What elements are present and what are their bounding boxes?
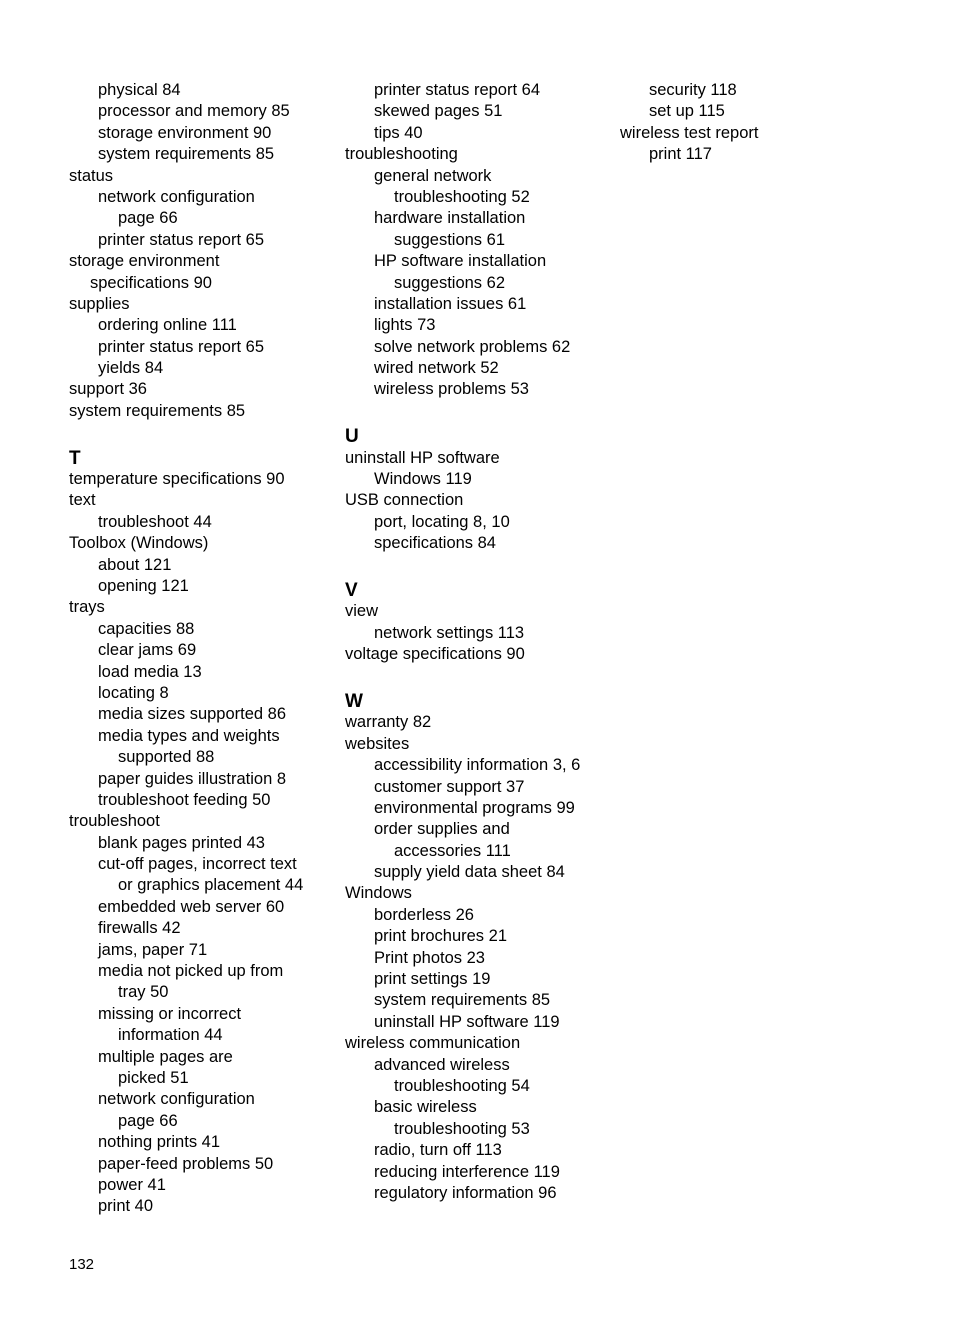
index-subentry: network configuration <box>98 187 255 206</box>
index-subentry: uninstall HP software 119 <box>374 1012 560 1031</box>
index-subentry: regulatory information 96 <box>374 1183 557 1202</box>
index-entry: supplies <box>69 294 130 313</box>
index-subentry: media sizes supported 86 <box>98 705 287 724</box>
index-subentry: reducing interference 119 <box>374 1162 560 1181</box>
index-entry: Toolbox (Windows) <box>69 534 209 553</box>
index-entry: wireless test report <box>620 123 759 142</box>
index-entry: support 36 <box>69 380 147 399</box>
index-subentry: troubleshooting 52 <box>394 187 530 206</box>
index-entry: text <box>69 491 96 510</box>
index-subentry: nothing prints 41 <box>98 1133 221 1152</box>
index-subentry: multiple pages are <box>98 1047 233 1066</box>
index-subentry: wired network 52 <box>374 359 499 378</box>
index-subentry: picked 51 <box>118 1068 189 1087</box>
index-subentry: network configuration <box>98 1090 255 1109</box>
index-subentry: firewalls 42 <box>98 919 181 938</box>
index-subentry: tips 40 <box>374 123 423 142</box>
index-entry: USB connection <box>345 491 464 510</box>
index-subentry: hardware installation <box>374 209 526 228</box>
index-subentry: printer status report 64 <box>374 81 540 99</box>
index-subentry: information 44 <box>118 1026 223 1045</box>
index-subentry: printer status report 65 <box>98 230 264 249</box>
index-subentry: troubleshooting 53 <box>394 1119 530 1138</box>
index-subentry: specifications 84 <box>374 534 496 553</box>
index-subentry: HP software installation <box>374 252 547 271</box>
index-subentry: advanced wireless <box>374 1055 510 1074</box>
section-spacer <box>69 422 303 443</box>
section-spacer <box>345 555 580 576</box>
index-subentry: troubleshoot 44 <box>98 512 212 531</box>
index-subentry: about 121 <box>98 555 172 574</box>
index-subentry: page 66 <box>118 1111 178 1130</box>
index-subentry: yields 84 <box>98 359 164 378</box>
index-subentry: wireless problems 53 <box>374 380 529 399</box>
index-section-letter: V <box>345 579 358 601</box>
index-subentry: clear jams 69 <box>98 641 197 660</box>
index-column-2 <box>345 80 580 1204</box>
index-subentry: supply yield data sheet 84 <box>374 863 565 882</box>
index-column-3 <box>620 80 758 166</box>
index-subentry: installation issues 61 <box>374 294 527 313</box>
index-subentry: capacities 88 <box>98 619 195 638</box>
index-subentry: accessibility information 3, 6 <box>374 756 581 775</box>
index-entry: system requirements 85 <box>69 401 246 420</box>
index-subentry: storage environment 90 <box>98 123 272 142</box>
index-subentry: accessories 111 <box>394 841 511 860</box>
index-subentry: missing or incorrect <box>98 1004 242 1023</box>
index-subentry: power 41 <box>98 1175 166 1194</box>
index-subentry: processor and memory 85 <box>98 102 290 121</box>
index-subentry: system requirements 85 <box>374 991 551 1010</box>
index-subentry: supported 88 <box>118 748 215 767</box>
section-spacer <box>345 666 580 687</box>
index-subentry: jams, paper 71 <box>98 940 208 959</box>
index-subentry: printer status report 65 <box>98 337 264 356</box>
index-subentry: print 117 <box>649 145 712 164</box>
index-subentry: suggestions 62 <box>394 273 505 292</box>
index-subentry: basic wireless <box>374 1098 477 1117</box>
index-subentry: load media 13 <box>98 662 202 681</box>
index-subentry: set up 115 <box>649 102 725 121</box>
index-subentry: locating 8 <box>98 683 169 702</box>
index-subentry: embedded web server 60 <box>98 897 285 916</box>
index-entry: websites <box>345 734 410 753</box>
index-entry: status <box>69 166 114 185</box>
index-subentry: media not picked up from <box>98 962 284 981</box>
index-entry: uninstall HP software <box>345 448 500 467</box>
index-entry: Windows <box>345 884 412 903</box>
index-subentry: blank pages printed 43 <box>98 833 265 852</box>
index-subentry: order supplies and <box>374 820 510 839</box>
index-column-1 <box>69 80 303 1218</box>
index-subentry: or graphics placement 44 <box>118 876 304 895</box>
index-subentry: physical 84 <box>98 81 181 99</box>
index-subentry: print settings 19 <box>374 970 491 989</box>
index-subentry: paper guides illustration 8 <box>98 769 287 788</box>
index-subentry: media types and weights <box>98 726 280 745</box>
index-entry: trays <box>69 598 105 617</box>
index-entry: view <box>345 602 379 621</box>
index-subentry: security 118 <box>649 81 737 99</box>
index-subentry: Print photos 23 <box>374 948 485 967</box>
section-spacer <box>345 401 580 422</box>
index-subentry: port, locating 8, 10 <box>374 512 510 531</box>
index-subentry: paper-feed problems 50 <box>98 1154 274 1173</box>
index-entry: storage environment <box>69 252 220 271</box>
index-subentry: print brochures 21 <box>374 927 507 946</box>
index-subentry: lights 73 <box>374 316 436 335</box>
index-subentry: troubleshooting 54 <box>394 1076 530 1095</box>
index-subentry: ordering online 111 <box>98 316 237 335</box>
index-subentry: borderless 26 <box>374 905 474 924</box>
index-subentry: radio, turn off 113 <box>374 1141 502 1160</box>
index-subentry: environmental programs 99 <box>374 798 575 817</box>
index-entry: troubleshooting <box>345 145 458 164</box>
index-section-letter: T <box>69 447 81 469</box>
index-subentry: tray 50 <box>118 983 169 1002</box>
index-subentry: skewed pages 51 <box>374 102 503 121</box>
index-subentry: cut-off pages, incorrect text <box>98 855 297 874</box>
index-entry: voltage specifications 90 <box>345 645 525 664</box>
index-subentry: system requirements 85 <box>98 145 275 164</box>
index-subentry: Windows 119 <box>374 470 472 489</box>
page-number: 132 <box>69 1256 95 1273</box>
index-entry: warranty 82 <box>345 713 432 732</box>
index-entry: troubleshoot <box>69 812 160 831</box>
index-subentry: customer support 37 <box>374 777 525 796</box>
index-entry: wireless communication <box>345 1034 521 1053</box>
index-subentry: network settings 113 <box>374 623 525 642</box>
index-subentry: page 66 <box>118 209 178 228</box>
index-subentry: troubleshoot feeding 50 <box>98 790 271 809</box>
index-subentry: general network <box>374 166 492 185</box>
index-subentry: suggestions 61 <box>394 230 505 249</box>
index-subentry: opening 121 <box>98 576 189 595</box>
index-section-letter: U <box>345 426 359 448</box>
index-section-letter: W <box>345 690 363 712</box>
index-entry: temperature specifications 90 <box>69 470 285 489</box>
index-subentry: solve network problems 62 <box>374 337 571 356</box>
index-subentry: specifications 90 <box>90 273 212 292</box>
index-subentry: print 40 <box>98 1197 154 1216</box>
